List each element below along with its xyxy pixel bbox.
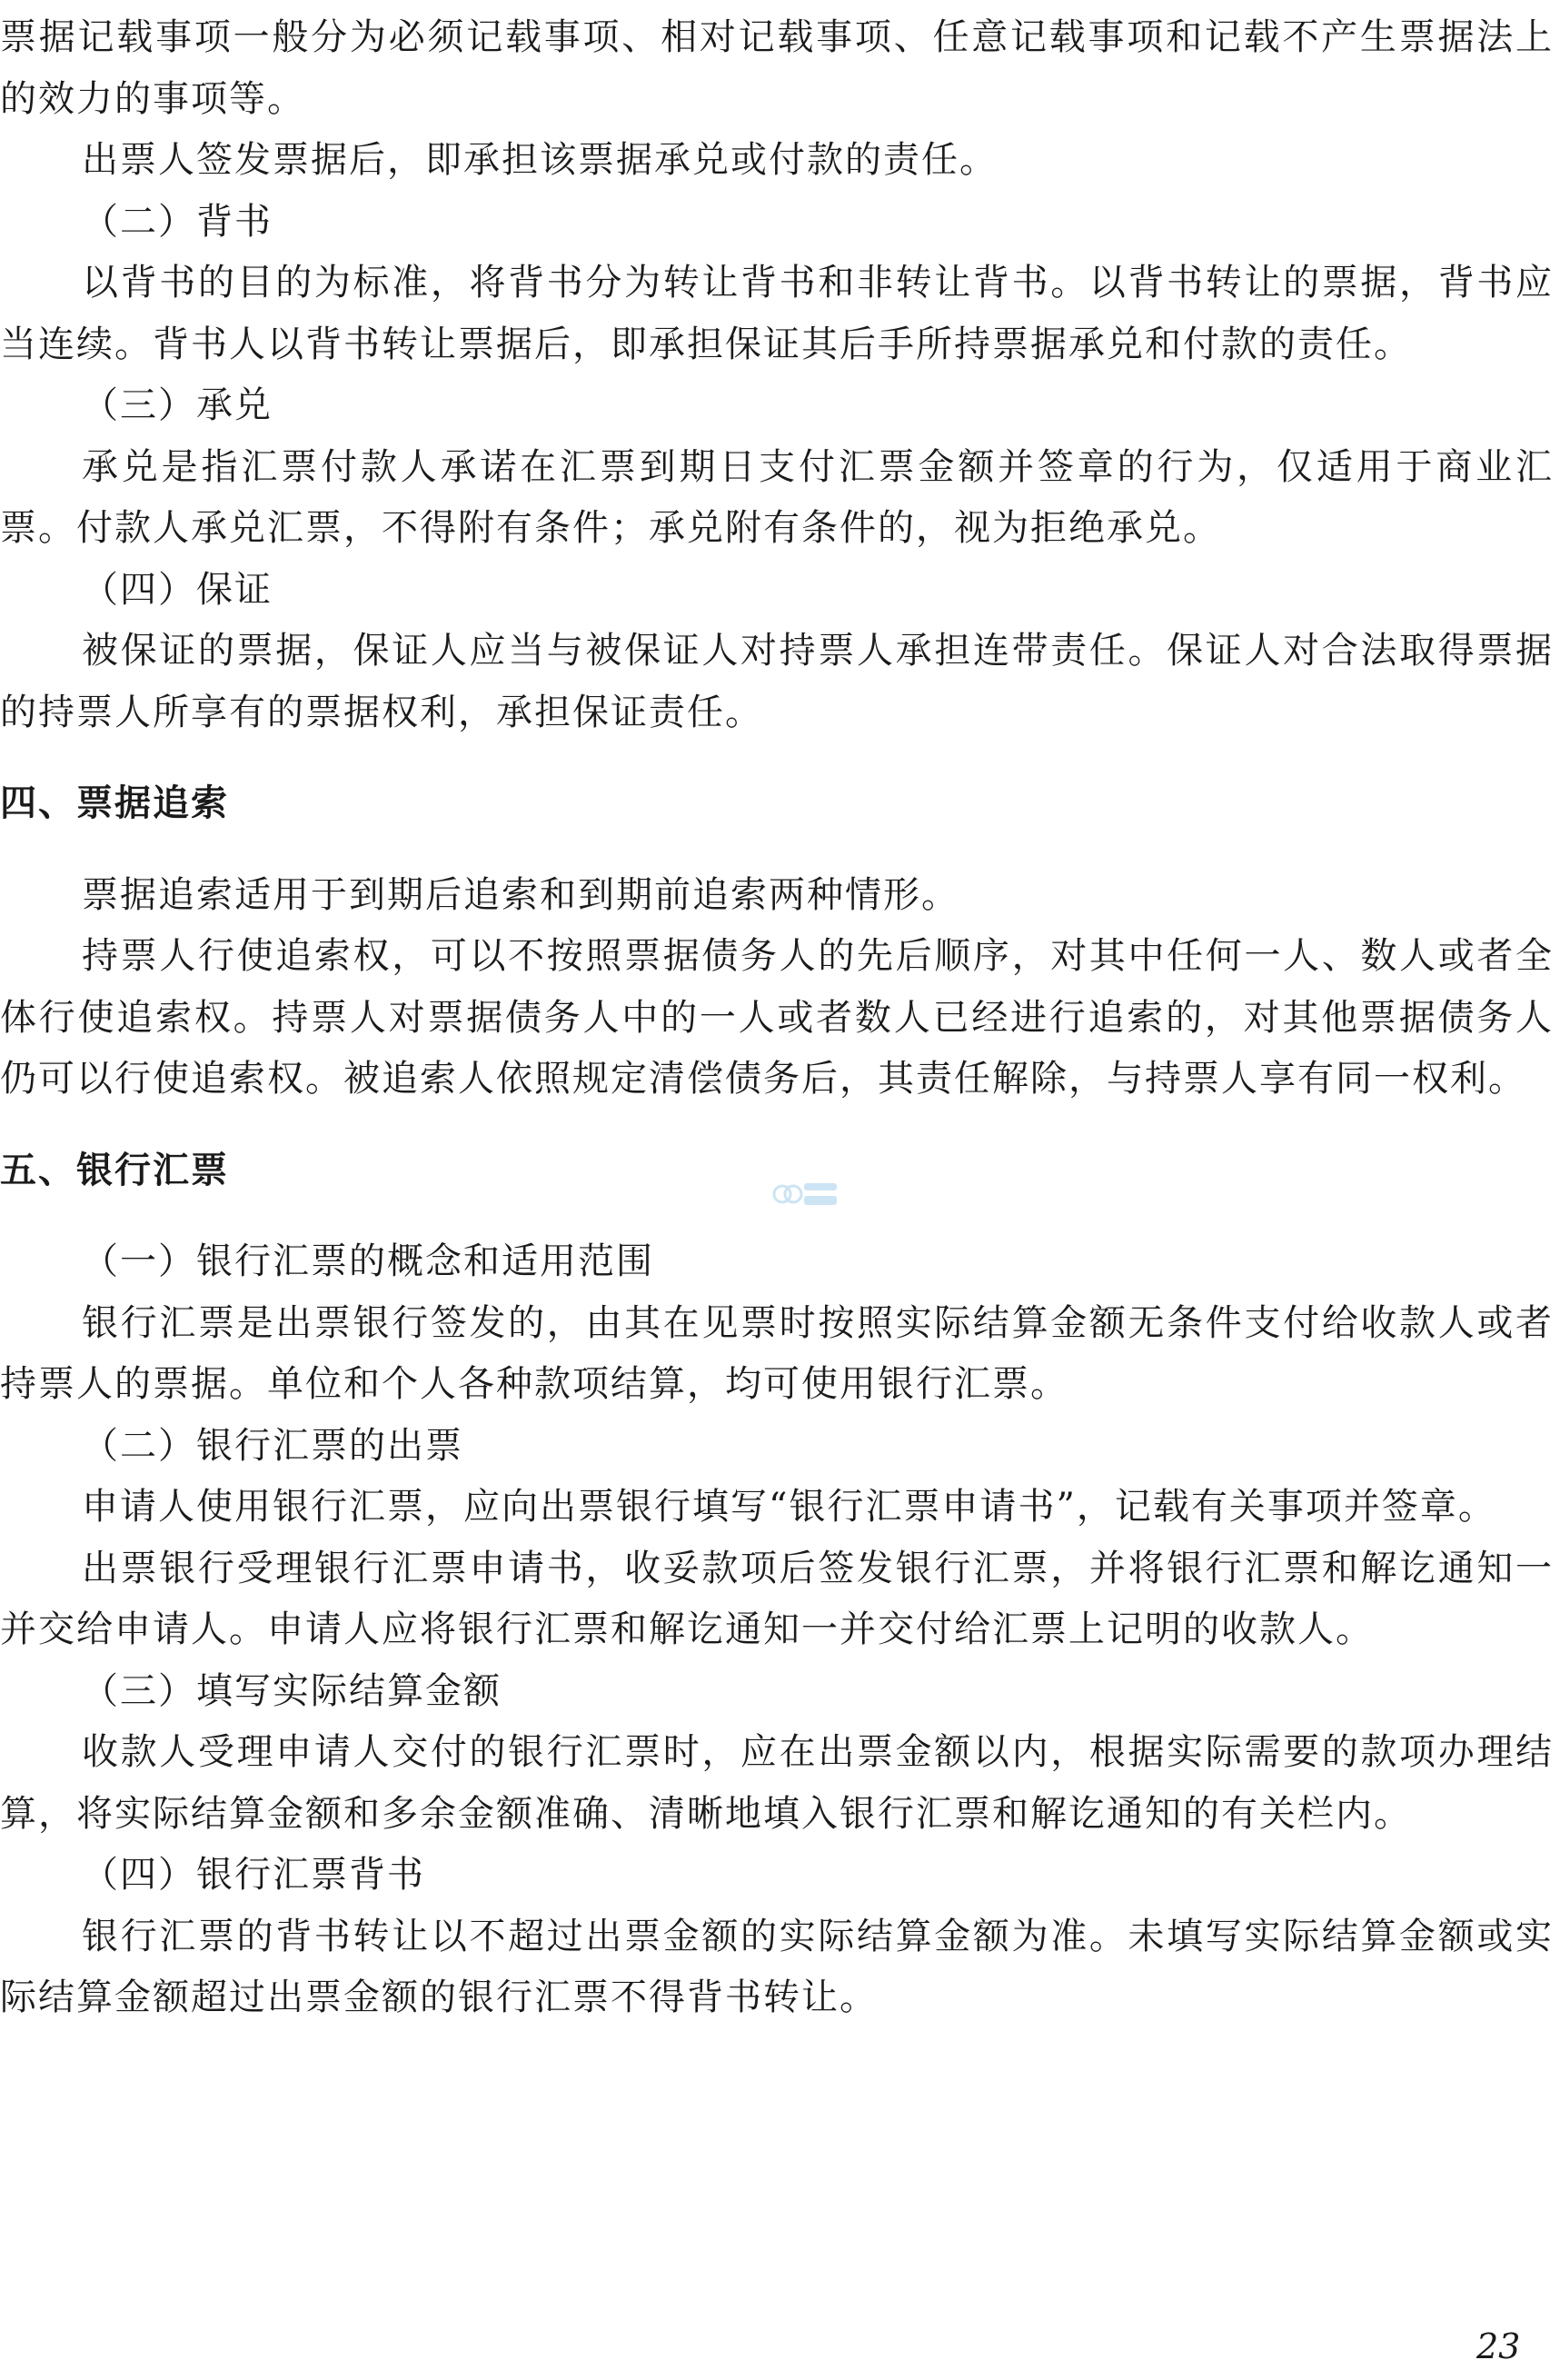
subheading-bank-draft-endorsement: （四）银行汇票背书 bbox=[82, 1854, 425, 1896]
paragraph-recourse-cases: 票据追索适用于到期后追索和到期前追索两种情形。 bbox=[82, 873, 959, 916]
subheading-bank-draft-concept: （一）银行汇票的概念和适用范围 bbox=[82, 1240, 654, 1282]
watermark-graphic bbox=[770, 1178, 842, 1210]
subheading-bank-draft-issuance: （二）银行汇票的出票 bbox=[82, 1424, 463, 1467]
paragraph-bank-draft-application: 申请人使用银行汇票，应向出票银行填写“银行汇票申请书”，记载有关事项并签章。 bbox=[82, 1486, 1496, 1528]
paragraph-recourse-rights: 持票人行使追索权，可以不按照票据债务人的先后顺序，对其中任何一人、数人或者全体行使追索权。持票人对票据债务人中的一人或者数人已经进行追索的，对其他票据债务人仍可以行使追索权。被追索人依照规定清偿债务后，其责任解除，与持票人享有同一权利。 bbox=[0, 935, 1554, 1100]
subheading-endorsement: （二）背书 bbox=[82, 200, 273, 243]
page-number: 23 bbox=[1476, 2326, 1521, 2366]
paragraph-bank-draft-concept: 银行汇票是出票银行签发的，由其在见票时按照实际结算金额无条件支付给收款人或者持票人的票据。单位和个人各种款项结算，均可使用银行汇票。 bbox=[0, 1301, 1554, 1405]
document-body bbox=[0, 7, 1554, 2029]
paragraph-drawer-liability: 出票人签发票据后，即承担该票据承兑或付款的责任。 bbox=[82, 139, 998, 181]
paragraph-acceptance: 承兑是指汇票付款人承诺在汇票到期日支付汇票金额并签章的行为，仅适用于商业汇票。付款人承兑汇票，不得附有条件；承兑附有条件的，视为拒绝承兑。 bbox=[0, 445, 1554, 549]
paragraph-settlement-amount: 收款人受理申请人交付的银行汇票时，应在出票金额以内，根据实际需要的款项办理结算，将实际结算金额和多余金额准确、清晰地填入银行汇票和解讫通知的有关栏内。 bbox=[0, 1731, 1554, 1835]
paragraph-endorsement: 以背书的目的为标准，将背书分为转让背书和非转让背书。以背书转让的票据，背书应当连续。背书人以背书转让票据后，即承担保证其后手所持票据承兑和付款的责任。 bbox=[0, 262, 1554, 365]
section-heading-recourse: 四、票据追索 bbox=[0, 782, 229, 824]
watermark-logo bbox=[770, 1178, 842, 1210]
subheading-guarantee: （四）保证 bbox=[82, 568, 273, 611]
section-heading-bank-draft: 五、银行汇票 bbox=[0, 1149, 229, 1191]
subheading-acceptance: （三）承兑 bbox=[82, 384, 273, 426]
paragraph-bank-draft-issue: 出票银行受理银行汇票申请书，收妥款项后签发银行汇票，并将银行汇票和解讫通知一并交给申请人。申请人应将银行汇票和解讫通知一并交付给汇票上记明的收款人。 bbox=[0, 1547, 1554, 1650]
paragraph-record-items: 票据记载事项一般分为必须记载事项、相对记载事项、任意记载事项和记载不产生票据法上的效力的事项等。 bbox=[0, 16, 1554, 120]
paragraph-bank-draft-endorsement: 银行汇票的背书转让以不超过出票金额的实际结算金额为准。未填写实际结算金额或实际结算金额超过出票金额的银行汇票不得背书转让。 bbox=[0, 1915, 1554, 2018]
paragraph-guarantee: 被保证的票据，保证人应当与被保证人对持票人承担连带责任。保证人对合法取得票据的持票人所享有的票据权利，承担保证责任。 bbox=[0, 630, 1554, 733]
subheading-settlement-amount: （三）填写实际结算金额 bbox=[82, 1669, 502, 1712]
